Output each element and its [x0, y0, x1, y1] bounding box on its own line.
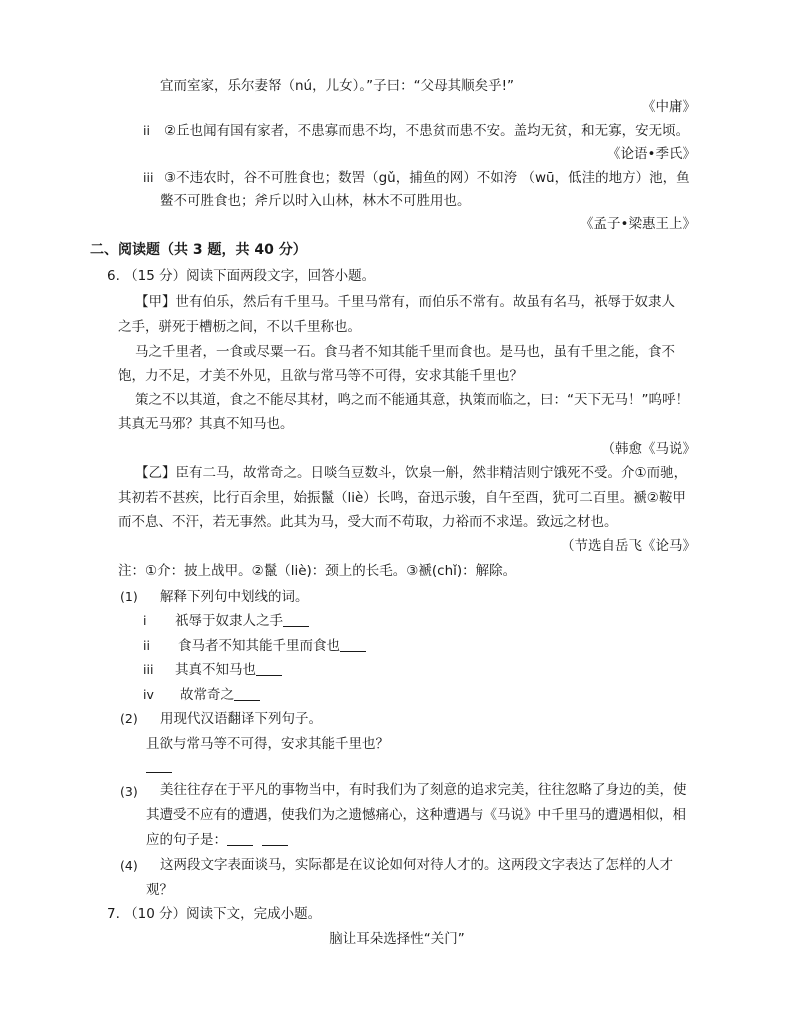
- answer-blank[interactable]: [283, 612, 309, 627]
- answer-blank[interactable]: [256, 661, 282, 676]
- passage-jia-line: 策之不以其道，食之不能尽其材，鸣之而不能通其意，执策而临之，曰：“天下无马！”呜呼！: [135, 392, 689, 408]
- quote-mengzi-2: 鳖不可胜食也；斧斤以时入山林，林木不可胜用也。: [160, 193, 471, 209]
- source-luanma: （节选自岳飞《论马》: [561, 538, 696, 554]
- answer-blank[interactable]: [234, 686, 260, 701]
- passage-yi-line: 其初若不甚疾，比行百余里，始振鬣（liè）长鸣，奋迅示骏，自午至酉，犹可二百里。褫②鞍甲: [118, 490, 686, 506]
- answer-blank[interactable]: [227, 831, 253, 846]
- quote-lunyu: ②丘也闻有国有家者，不患寡而患不均，不患贫而患不安。盖均无贫，和无寡，安无顷。: [164, 123, 690, 139]
- answer-blank[interactable]: [146, 758, 172, 773]
- subquestion-number: (2): [120, 711, 138, 726]
- subquestion-4-text: 观？: [146, 882, 173, 898]
- sentence-text: 食马者不知其能千里而食也: [178, 638, 340, 654]
- source-zhongyong: 《中庸》: [642, 99, 696, 115]
- article-title: 脑让耳朵选择性“关门”: [329, 931, 465, 947]
- item-marker: iv: [143, 687, 154, 702]
- item-marker: ii: [143, 123, 150, 138]
- subquestion-number: (3): [120, 784, 138, 799]
- translate-sentence: 且欲与常马等不可得，安求其能千里也？: [146, 736, 389, 752]
- passage-jia-line: 之手，骈死于槽枥之间，不以千里称也。: [118, 319, 361, 335]
- subquestion-3-text: 美往往存在于平凡的事物当中，有时我们为了刻意的追求完美，往往忽略了身边的美，使: [160, 782, 687, 798]
- subquestion-4-text: 这两段文字表面谈马，实际都是在议论如何对待人才的。这两段文字表达了怎样的人才: [160, 857, 673, 873]
- source-mengzi: 《孟子•梁惠王上》: [580, 216, 696, 232]
- answer-prompt: 应的句子是：: [146, 832, 227, 848]
- sentence-iv: [180, 685, 260, 705]
- subquestion-1-text: 解释下列句中划线的词。: [160, 589, 309, 605]
- answer-line: [146, 757, 172, 777]
- passage-jia-line: 其真无马邪？其真不知马也。: [118, 416, 294, 432]
- question-7-intro: 7. （10 分）阅读下文，完成小题。: [107, 906, 322, 922]
- source-lunyu: 《论语•季氏》: [607, 146, 696, 162]
- answer-blank[interactable]: [340, 637, 366, 652]
- sentence-ii: [178, 636, 366, 656]
- passage-jia-line: 马之千里者，一食或尽粟一石。食马者不知其能千里而食也。是马也，虽有千里之能，食不: [135, 344, 675, 360]
- answer-blank[interactable]: [262, 831, 288, 846]
- sentence-iii: [175, 660, 282, 680]
- subquestion-3-text: 其遭受不应有的遭遇，使我们为之遗憾痛心，这种遭遇与《马说》中千里马的遭遇相似，相: [146, 807, 686, 823]
- item-marker: i: [143, 613, 147, 628]
- section-heading: 二、阅读题（共 3 题，共 40 分）: [90, 242, 307, 258]
- passage-jia-line: 饱，力不足，才美不外见，且欲与常马等不可得，安求其能千里也？: [118, 368, 523, 384]
- subquestion-3-text: [146, 830, 288, 850]
- subquestion-2-text: 用现代汉语翻译下列句子。: [160, 711, 322, 727]
- sentence-text: 其真不知马也: [175, 662, 256, 678]
- subquestion-number: (4): [120, 858, 138, 873]
- quote-mengzi-1: ③不违农时，谷不可胜食也；数罟（gǔ，捕鱼的网）不如洿 （wū，低洼的地方）池，鱼: [164, 170, 690, 186]
- passage-jia-line: 【甲】世有伯乐，然后有千里马。千里马常有，而伯乐不常有。故虽有名马，祇辱于奴隶人: [135, 294, 675, 310]
- item-marker: ii: [143, 638, 150, 653]
- passage-yi-line: 而不息、不汗，若无事然。此其为马，受大而不苟取，力裕而不求逞。致远之材也。: [118, 514, 618, 530]
- quote-line: 宜而室家，乐尔妻帑（nú，儿女）。”子曰：“父母其顺矣乎!”: [160, 78, 515, 94]
- item-marker: iii: [143, 170, 154, 185]
- passage-yi-line: 【乙】臣有二马，故常奇之。日啖刍豆数斗，饮泉一斛，然非精洁则宁饿死不受。介①而驰，: [135, 465, 688, 481]
- sentence-i: [175, 611, 309, 631]
- annotation-note: 注：①介：披上战甲。②鬣（liè)：颈上的长毛。③褫(chǐ)：解除。: [118, 563, 517, 579]
- subquestion-number: (1): [120, 589, 138, 604]
- item-marker: iii: [143, 662, 154, 677]
- sentence-text: 祇辱于奴隶人之手: [175, 613, 283, 629]
- question-6-intro: 6. （15 分）阅读下面两段文字，回答小题。: [107, 268, 376, 284]
- source-mashuo: （韩愈《马说》: [601, 441, 696, 457]
- sentence-text: 故常奇之: [180, 687, 234, 703]
